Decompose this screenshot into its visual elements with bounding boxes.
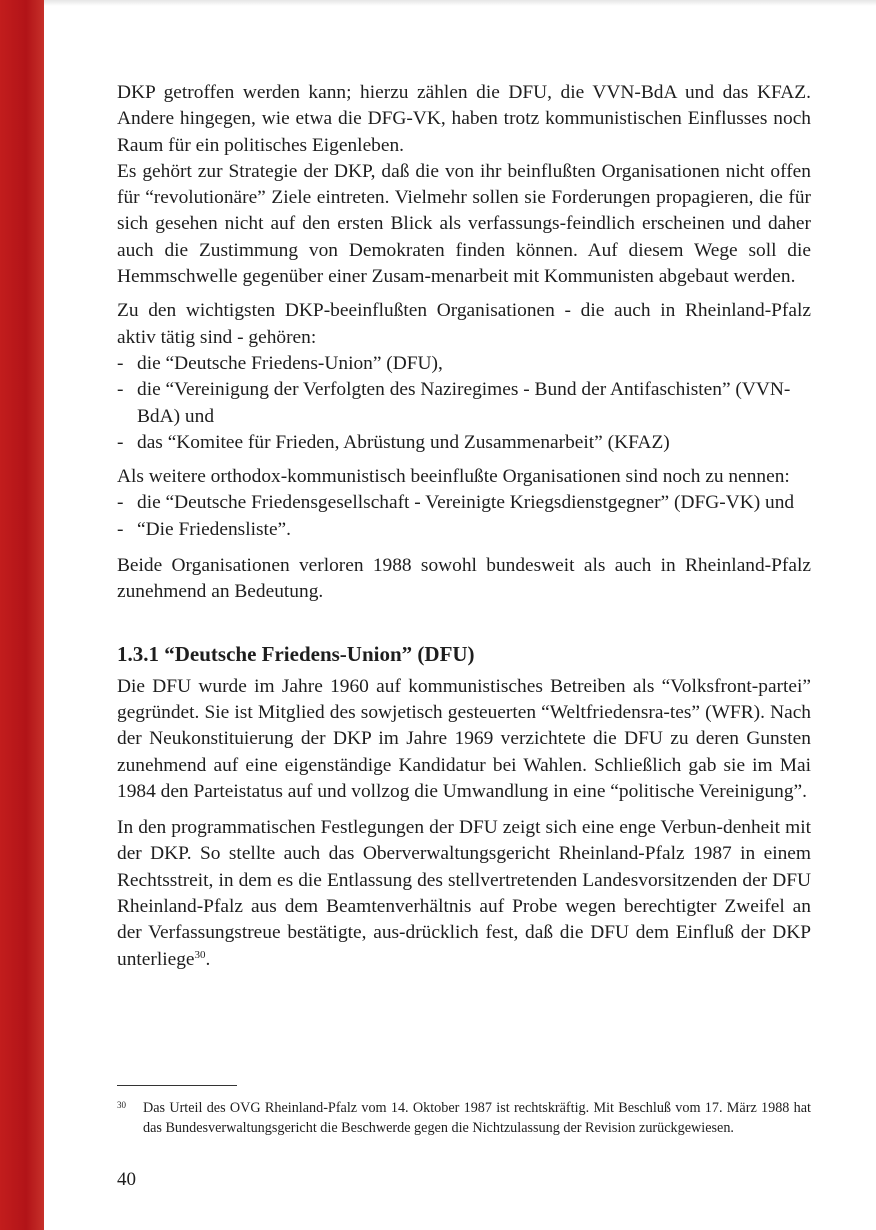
paragraph-7-end: .	[205, 948, 211, 970]
section-heading: 1.3.1 “Deutsche Friedens-Union” (DFU)	[117, 641, 475, 666]
paragraph-2: Es gehört zur Strategie der DKP, daß die von ihr beinflußten Organisationen nicht offen für “revolutionäre” Ziele eintreten. Vielmehr sollen sie Forderungen propagieren, die für sich gesehen nicht auf den ersten Blick als verfassungs-feindlich erscheinen und daher auch die Zustimmung von Demokraten finden können. Auf diesem Wege soll die Hemmschwelle gegenüber einer Zusam-menarbeit mit Kommunisten abgebaut werden.	[117, 160, 811, 288]
list-item: - die “Deutsche Friedensgesellschaft - Vereinigte Kriegsdienstgegner” (DFG-VK) und	[117, 490, 811, 516]
list-item: - “Die Friedensliste”.	[117, 517, 811, 543]
footnote-text: Das Urteil des OVG Rheinland-Pfalz vom 14. Oktober 1987 ist rechtskräftig. Mit Beschluß vom 17. März 1988 hat das Bundesverwaltungsgericht die Beschwerde gegen die Nichtzulassung der Revision zurückgewiesen.	[143, 1100, 811, 1136]
red-page-edge	[0, 0, 44, 1230]
paragraph-7	[117, 815, 811, 973]
list-item: - das “Komitee für Frieden, Abrüstung und Zusammenarbeit” (KFAZ)	[117, 430, 811, 456]
top-edge-shadow	[44, 0, 876, 6]
paragraph-4: Als weitere orthodox-kommunistisch beeinflußte Organisationen sind noch zu nennen:	[117, 466, 790, 488]
footnote-reference: 30	[194, 948, 206, 961]
list-item: - die “Deutsche Friedens-Union” (DFU),	[117, 351, 811, 377]
organizations-list	[117, 351, 811, 456]
paragraph-6: Die DFU wurde im Jahre 1960 auf kommunistisches Betreiben als “Volksfront-partei” gegründet. Sie ist Mitglied des sowjetisch gesteuerten “Weltfriedensra-tes” (WFR). Nach der Neukonstituierung der DKP im Jahre 1969 verzichtete die DFU zu deren Gunsten zunehmend auf eine eigenständige Kandidatur bei Wahlen. Schließlich gab sie im Mai 1984 den Parteistatus auf und vollzog die Umwandlung in eine “politische Vereinigung”.	[117, 675, 811, 802]
further-organizations-list	[117, 490, 811, 543]
paragraph-1: DKP getroffen werden kann; hierzu zählen die DFU, die VVN-BdA und das KFAZ. Andere hingegen, wie etwa die DFG-VK, haben trotz kommunistischen Einflusses noch Raum für ein politisches Eigenleben.	[117, 82, 811, 156]
footnote-marker: 30	[117, 1100, 126, 1110]
page-number: 40	[117, 1169, 136, 1190]
footnote	[117, 1099, 811, 1138]
paragraph-5: Beide Organisationen verloren 1988 sowohl bundesweit als auch in Rheinland-Pfalz zunehmend an Bedeutung.	[117, 555, 811, 603]
paragraph-7-text: In den programmatischen Festlegungen der DFU zeigt sich eine enge Verbun-denheit mit der DKP. So stellte auch das Oberverwaltungsgericht Rheinland-Pfalz 1987 in einem Rechtsstreit, in dem es die Entlassung des stellvertretenden Landesvorsitzenden der DFU Rheinland-Pfalz aus dem Beamtenverhältnis auf Probe wegen berechtigter Zweifel an der Verfassungstreue bestätigte, aus-drücklich fest, daß die DFU dem Einfluß der DKP unterliege	[117, 817, 811, 970]
list-item: - die “Vereinigung der Verfolgten des Naziregimes - Bund der Antifaschisten” (VVN-BdA) und	[117, 377, 811, 430]
paragraph-3: Zu den wichtigsten DKP-beeinflußten Organisationen - die auch in Rheinland-Pfalz aktiv tätig sind - gehören:	[117, 300, 811, 348]
footnote-divider	[117, 1085, 237, 1086]
page-body	[117, 80, 811, 973]
